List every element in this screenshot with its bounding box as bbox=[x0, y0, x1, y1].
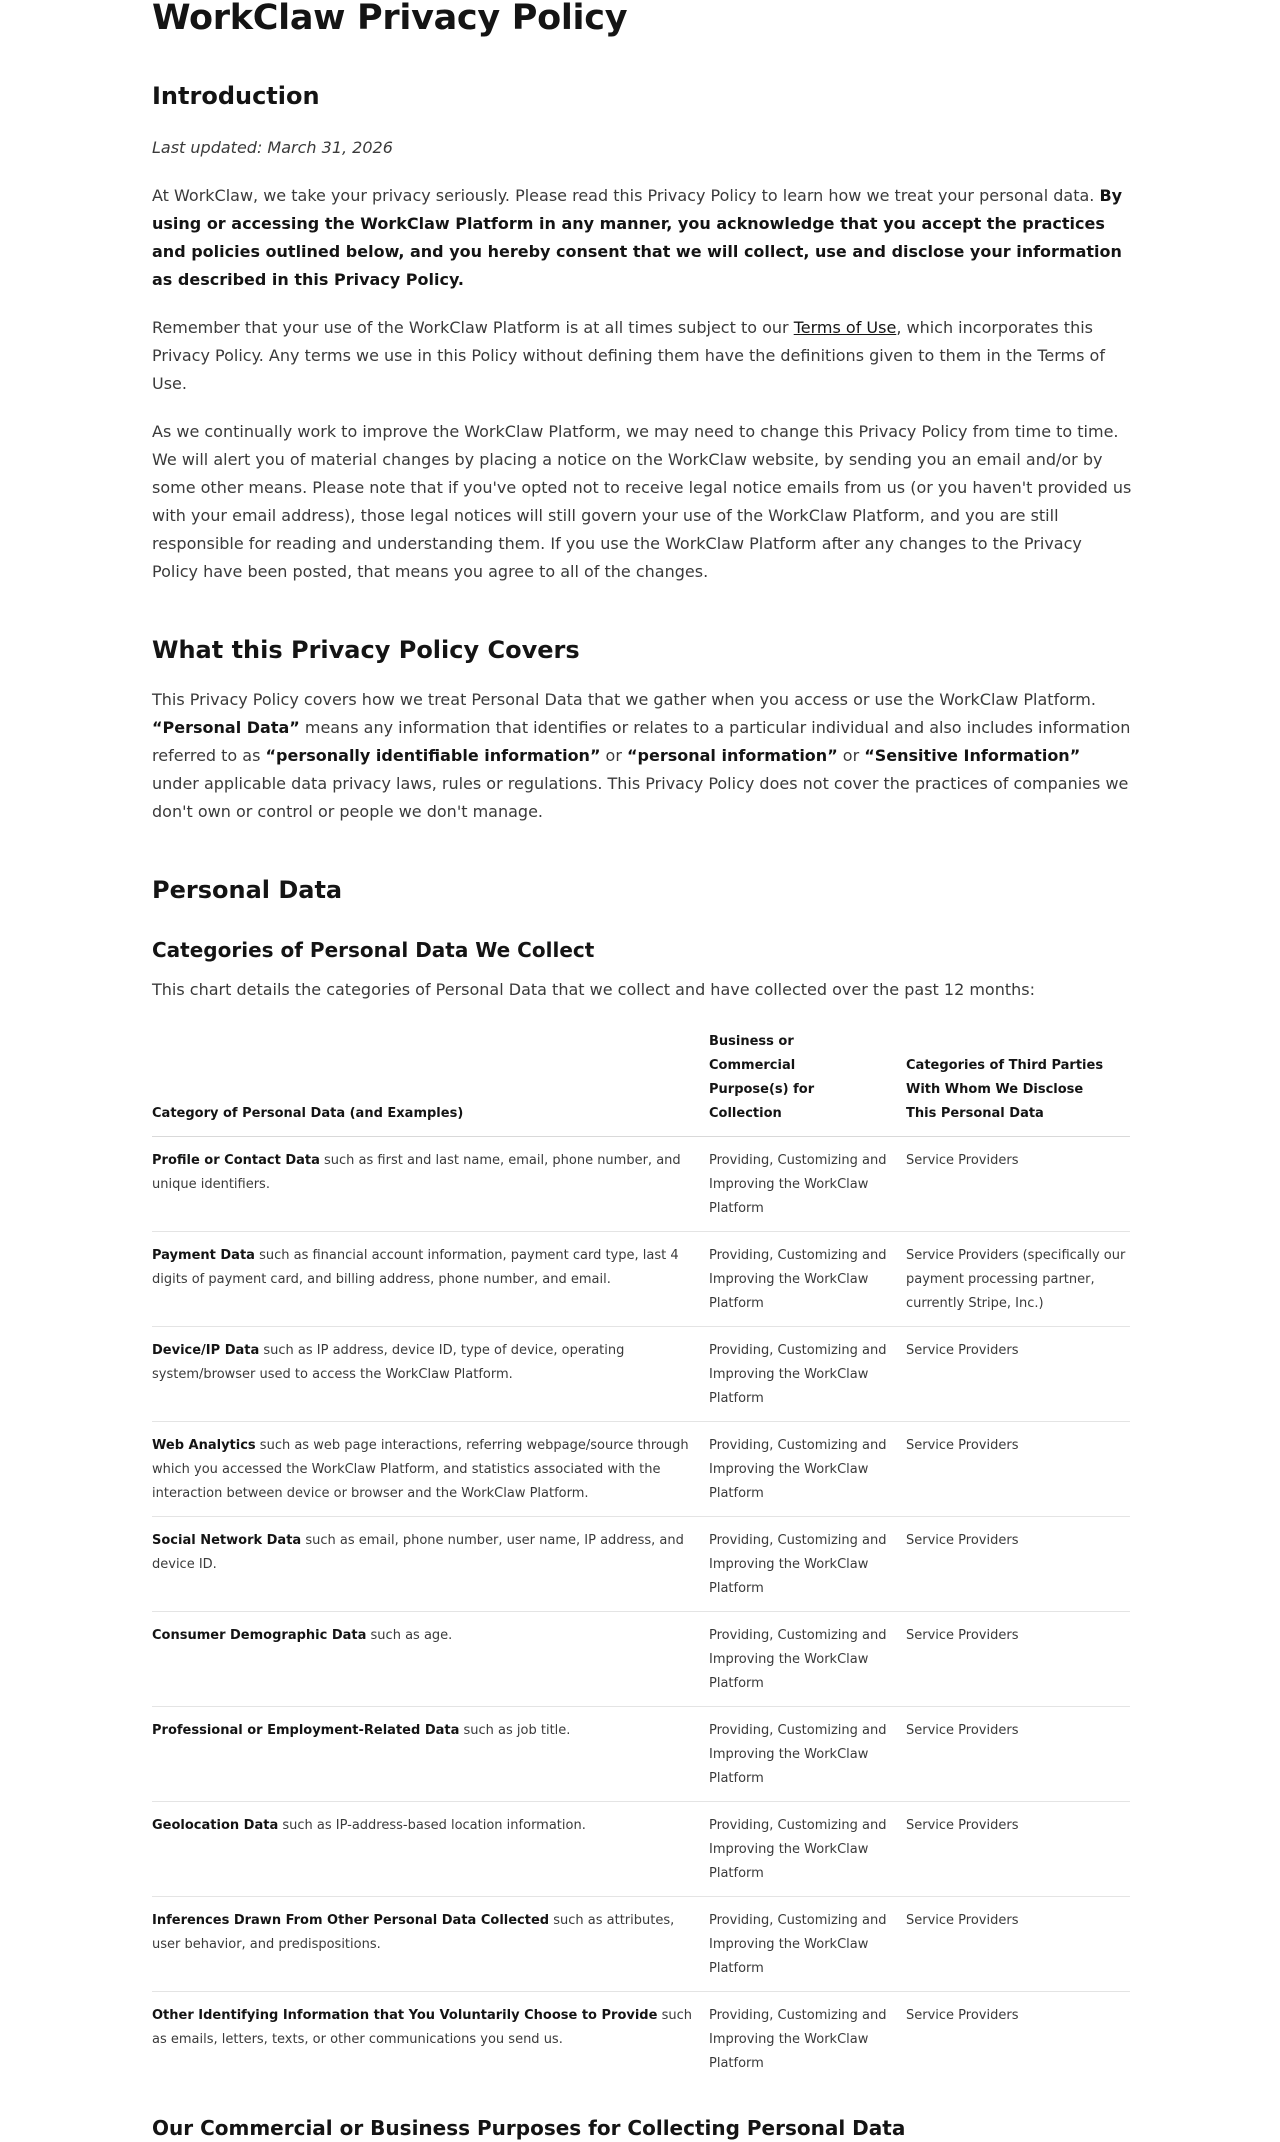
covers-text-3: or bbox=[600, 746, 628, 765]
cell-category: Inferences Drawn From Other Personal Data Collected such as attributes, user behavior, and predispositions. bbox=[152, 1897, 709, 1992]
table-header-row bbox=[152, 1030, 1130, 1137]
cell-purpose: Providing, Customizing and Improving the WorkClaw Platform bbox=[709, 1517, 906, 1612]
cell-purpose: Providing, Customizing and Improving the WorkClaw Platform bbox=[709, 1707, 906, 1802]
intro-paragraph-1-text: At WorkClaw, we take your privacy seriously. Please read this Privacy Policy to learn how we treat your personal data. bbox=[152, 186, 1100, 205]
cell-category: Professional or Employment-Related Data such as job title. bbox=[152, 1707, 709, 1802]
covers-text-4: or bbox=[837, 746, 865, 765]
intro-paragraph-2 bbox=[152, 314, 1132, 398]
cell-category: Other Identifying Information that You Voluntarily Choose to Provide such as emails, letters, texts, or other communications you send us. bbox=[152, 2008, 692, 2047]
cell-third-parties: Service Providers bbox=[906, 1422, 1130, 1517]
cell-third-parties: Service Providers bbox=[906, 1612, 1130, 1707]
introduction-heading: Introduction bbox=[152, 82, 320, 110]
intro-paragraph-2-before: Remember that your use of the WorkClaw Platform is at all times subject to our bbox=[152, 318, 794, 337]
personal-data-table bbox=[152, 1030, 1130, 2086]
covers-term-pii: “personally identifiable information” bbox=[265, 746, 601, 765]
categories-intro: This chart details the categories of Personal Data that we collect and have collected over the past 12 months: bbox=[152, 980, 1035, 999]
cell-third-parties: Service Providers bbox=[906, 1517, 1130, 1612]
intro-paragraph-1-consent: By using or accessing the WorkClaw Platform in any manner, you acknowledge that you accept the practices and policies outlined below, and you hereby consent that we will collect, use and disclose your information as described in this Privacy Policy. bbox=[152, 186, 1123, 289]
cell-third-parties: Service Providers (specifically our payment processing partner, currently Stripe, Inc.) bbox=[906, 1232, 1130, 1327]
cell-purpose: Providing, Customizing and Improving the WorkClaw Platform bbox=[709, 1897, 906, 1992]
table-row bbox=[152, 1232, 1130, 1327]
table-row bbox=[152, 1517, 1130, 1612]
cell-third-parties: Service Providers bbox=[906, 1327, 1130, 1422]
cell-category: Social Network Data such as email, phone number, user name, IP address, and device ID. bbox=[152, 1517, 709, 1612]
table-row bbox=[152, 1992, 1130, 2087]
header-purpose: Business or Commercial Purpose(s) for Collection bbox=[709, 1030, 906, 1137]
covers-term-personal-data: “Personal Data” bbox=[152, 718, 300, 737]
table-row bbox=[152, 1707, 1130, 1802]
cell-category: Geolocation Data such as IP-address-based location information. bbox=[152, 1802, 709, 1897]
categories-subheading: Categories of Personal Data We Collect bbox=[152, 938, 595, 962]
cell-purpose: Providing, Customizing and Improving the WorkClaw Platform bbox=[709, 1422, 906, 1517]
cell-category: Device/IP Data such as IP address, device ID, type of device, operating system/browser used to access the WorkClaw Platform. bbox=[152, 1327, 709, 1422]
privacy-policy-page bbox=[152, 0, 1132, 2142]
header-third-parties: Categories of Third Parties With Whom We Disclose This Personal Data bbox=[906, 1030, 1130, 1137]
business-purposes-heading: Our Commercial or Business Purposes for Collecting Personal Data bbox=[152, 2116, 906, 2140]
cell-third-parties: Service Providers bbox=[906, 2008, 1019, 2023]
cell-third-parties: Service Providers bbox=[906, 1707, 1130, 1802]
covers-term-personal-information: “personal information” bbox=[627, 746, 838, 765]
cell-category: Payment Data such as financial account information, payment card type, last 4 digits of payment card, and billing address, phone number, and email. bbox=[152, 1232, 709, 1327]
intro-paragraph-3: As we continually work to improve the WorkClaw Platform, we may need to change this Privacy Policy from time to time. We will alert you of material changes by placing a notice on the WorkClaw website, by sending you an email and/or by some other means. Please note that if you've opted not to receive legal notice emails from us (or you haven't provided us with your email address), those legal notices will still govern your use of the WorkClaw Platform, and you are still responsible for reading and understanding them. If you use the WorkClaw Platform after any changes to the Privacy Policy have been posted, that means you agree to all of the changes. bbox=[152, 422, 1132, 581]
cell-purpose: Providing, Customizing and Improving the WorkClaw Platform bbox=[709, 1802, 906, 1897]
table-row bbox=[152, 1802, 1130, 1897]
cell-third-parties: Service Providers bbox=[906, 1897, 1130, 1992]
intro-paragraph-1 bbox=[152, 182, 1132, 294]
covers-term-sensitive-information: “Sensitive Information” bbox=[864, 746, 1081, 765]
cell-category: Web Analytics such as web page interactions, referring webpage/source through which you accessed the WorkClaw Platform, and statistics associated with the interaction between device or browser and the WorkClaw Platform. bbox=[152, 1422, 709, 1517]
cell-category: Consumer Demographic Data such as age. bbox=[152, 1612, 709, 1707]
header-category: Category of Personal Data (and Examples) bbox=[152, 1030, 709, 1137]
cell-purpose: Providing, Customizing and Improving the WorkClaw Platform bbox=[709, 1327, 906, 1422]
covers-paragraph bbox=[152, 686, 1132, 826]
cell-third-parties: Service Providers bbox=[906, 1802, 1130, 1897]
covers-text-2: means any information that identifies or relates to a particular individual and also includes information referred to as bbox=[152, 718, 1131, 765]
cell-purpose: Providing, Customizing and Improving the WorkClaw Platform bbox=[709, 2008, 887, 2071]
table-row bbox=[152, 1897, 1130, 1992]
covers-text-1: This Privacy Policy covers how we treat Personal Data that we gather when you access or use the WorkClaw Platform. bbox=[152, 690, 1096, 709]
table-row bbox=[152, 1612, 1130, 1707]
cell-category: Profile or Contact Data such as first and last name, email, phone number, and unique identifiers. bbox=[152, 1137, 709, 1232]
intro-paragraph-2-after: , which incorporates this Privacy Policy. Any terms we use in this Policy without defining them have the definitions given to them in the Terms of Use. bbox=[152, 318, 1105, 393]
covers-heading: What this Privacy Policy Covers bbox=[152, 636, 580, 664]
cell-purpose: Providing, Customizing and Improving the WorkClaw Platform bbox=[709, 1232, 906, 1327]
covers-text-5: under applicable data privacy laws, rules or regulations. This Privacy Policy does not cover the practices of companies we don't own or control or people we don't manage. bbox=[152, 774, 1129, 821]
page-title: WorkClaw Privacy Policy bbox=[152, 0, 628, 38]
cell-third-parties: Service Providers bbox=[906, 1137, 1130, 1232]
table-row bbox=[152, 1327, 1130, 1422]
table-row bbox=[152, 1422, 1130, 1517]
terms-of-use-link[interactable]: Terms of Use bbox=[793, 318, 897, 337]
personal-data-heading: Personal Data bbox=[152, 876, 343, 904]
cell-purpose: Providing, Customizing and Improving the WorkClaw Platform bbox=[709, 1137, 906, 1232]
cell-purpose: Providing, Customizing and Improving the WorkClaw Platform bbox=[709, 1612, 906, 1707]
table-row bbox=[152, 1137, 1130, 1232]
last-updated-date: Last updated: March 31, 2026 bbox=[152, 138, 393, 157]
